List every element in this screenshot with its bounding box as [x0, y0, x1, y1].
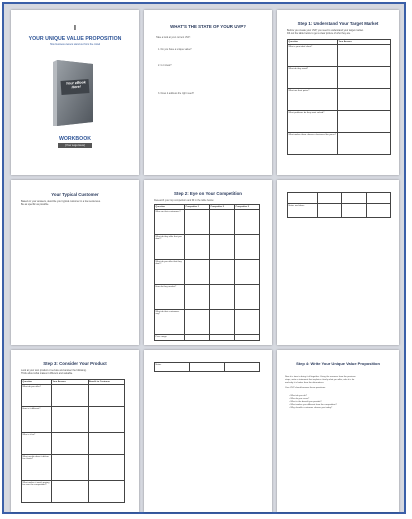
table-header: Your Answer: [338, 40, 391, 45]
page-title: WHAT'S THE STATE OF YOUR UVP?: [170, 24, 246, 29]
page-title: Step 3: Consider Your Product: [43, 361, 107, 366]
cover-subtitle: How business owners stand out from the crowd: [49, 43, 101, 46]
answer-cell[interactable]: [185, 310, 210, 335]
table-cell: How do they market?: [155, 285, 185, 310]
page-competition-continued: [277, 180, 399, 345]
intro-text: [21, 200, 131, 206]
question-line: 3. Does it address the right need?: [158, 92, 194, 95]
answer-cell[interactable]: [185, 235, 210, 260]
table-row: [22, 481, 125, 503]
list-item-text: What makes you different from the competition?: [290, 404, 337, 406]
table-cell: What are their pains?: [288, 89, 338, 111]
intro-text: Research your top competitors and fill in the table below.: [154, 199, 214, 202]
table-row: [155, 335, 260, 341]
product-table: [21, 379, 125, 503]
intro-line: Fill out the table below to get a clear picture of who they are.: [287, 32, 351, 36]
intro-line: Before you create your UVP, you need to understand your target market.: [287, 29, 364, 32]
answer-cell[interactable]: [225, 363, 260, 372]
table-row: [22, 433, 125, 455]
answer-cell[interactable]: [52, 407, 89, 433]
table-cell: What do you offer?: [22, 385, 52, 407]
answer-cell[interactable]: [235, 285, 260, 310]
list-item-text: What do you do?: [290, 395, 307, 397]
author-box: [Your Logo Here]: [58, 143, 92, 148]
page-title: Step 2: Eye on Your Competition: [174, 191, 242, 196]
table-row: [155, 210, 260, 235]
table-header: [366, 193, 390, 204]
table-cell: What do you offer that they don't?: [155, 260, 185, 285]
intro-line: Your UVP should answer these questions:: [285, 387, 326, 389]
list-item-text: Who do you serve?: [290, 398, 310, 400]
answer-cell[interactable]: [52, 385, 89, 407]
uvp-bullet-list: [289, 395, 389, 410]
table-header: Competitor 2: [210, 205, 235, 210]
page-competition: [144, 180, 272, 345]
table-row: [288, 133, 391, 155]
answer-cell[interactable]: [88, 455, 125, 481]
list-item: • What do you do?: [289, 395, 307, 397]
answer-cell[interactable]: [235, 260, 260, 285]
table-cell: How is it different?: [22, 407, 52, 433]
answer-cell[interactable]: [342, 204, 366, 218]
table-cell: What results does it deliver for clients?: [22, 455, 52, 481]
table-row: [288, 67, 391, 89]
page-title: Step 4: Write Your Unique Value Proposition: [296, 361, 380, 366]
table-cell: What makes it worth paying for over the competition?: [22, 481, 52, 503]
intro-line: Be as specific as possible.: [21, 203, 50, 207]
list-item: • What is the benefit you provide?: [289, 401, 322, 403]
table-row: [22, 407, 125, 433]
answer-cell[interactable]: [185, 285, 210, 310]
answer-cell[interactable]: [88, 433, 125, 455]
answer-cell[interactable]: [185, 335, 210, 341]
question-line: 2. Is it clear?: [158, 64, 172, 67]
answer-cell[interactable]: [88, 385, 125, 407]
answer-cell[interactable]: [338, 133, 391, 155]
answer-cell[interactable]: [235, 310, 260, 335]
answer-cell[interactable]: [235, 235, 260, 260]
table-row: [288, 204, 391, 218]
table-header: Competitor 3: [235, 205, 260, 210]
answer-cell[interactable]: [185, 210, 210, 235]
table-row: [155, 285, 260, 310]
answer-cell[interactable]: [210, 285, 235, 310]
list-item-text: What is the benefit you provide?: [290, 401, 322, 403]
list-item: • What makes you different from the competition?: [289, 404, 337, 406]
list-item: • Who do you serve?: [289, 398, 310, 400]
table-header: Benefit to Customer: [88, 380, 125, 385]
intro-line: Think about what makes it different and valuable.: [21, 372, 73, 376]
answer-cell[interactable]: [210, 260, 235, 285]
page-product-continued: [144, 350, 272, 512]
intro-text: Take a look at your current UVP:: [156, 36, 191, 39]
page-write-uvp: [277, 350, 399, 512]
page-product: [11, 350, 139, 512]
table-cell: Who is your ideal client?: [288, 45, 338, 67]
table-row: [155, 363, 260, 372]
answer-cell[interactable]: [338, 111, 391, 133]
answer-cell[interactable]: [338, 89, 391, 111]
page-title: Your Typical Customer: [51, 192, 99, 197]
page-title: Step 1: Understand Your Target Market: [297, 21, 379, 26]
table-header: Competitor 1: [185, 205, 210, 210]
table-header: [288, 193, 318, 204]
intro-text: [21, 369, 131, 375]
workbook-label: WORKBOOK: [59, 136, 91, 142]
table-cell: Notes: [155, 363, 190, 372]
list-item: • Why should a customer choose you today?: [289, 407, 333, 409]
table-cell: Who is it for?: [22, 433, 52, 455]
table-header: Question: [155, 205, 185, 210]
question-line: 1. Do you have a unique value?: [158, 48, 192, 51]
table-cell: Price range: [155, 335, 185, 341]
document-frame: [2, 2, 406, 514]
table-cell: What do they offer that you don't?: [155, 235, 185, 260]
intro-line: Based on your answers, describe your typical customer in a few sentences.: [21, 200, 101, 203]
table-row: [155, 235, 260, 260]
answer-cell[interactable]: [52, 455, 89, 481]
intro-line: and why it is better than the alternatives.: [285, 382, 325, 384]
product-table-continued: [154, 362, 260, 372]
answer-cell[interactable]: [210, 310, 235, 335]
answer-cell[interactable]: [52, 481, 89, 503]
intro-line: Look at your own product or service and answer the following.: [21, 369, 87, 372]
answer-cell[interactable]: [318, 204, 342, 218]
page-target-market: [277, 10, 399, 175]
book-cover-text: Your eBook Here!: [65, 80, 86, 90]
answer-cell[interactable]: [338, 67, 391, 89]
answer-cell[interactable]: [88, 481, 125, 503]
table-row: [288, 111, 391, 133]
target-market-table: [287, 39, 391, 155]
table-header: [342, 193, 366, 204]
table-header: Question: [288, 40, 338, 45]
answer-cell[interactable]: [235, 335, 260, 341]
page-uvp-state: [144, 10, 272, 175]
page-typical-customer: [11, 180, 139, 345]
answer-cell[interactable]: [190, 363, 225, 372]
page-cover: [11, 10, 139, 175]
table-row: [288, 89, 391, 111]
intro-text: [285, 376, 393, 390]
table-row: [155, 260, 260, 285]
book-cover-image: [49, 58, 101, 128]
competition-table-continued: [287, 192, 391, 218]
intro-text: [287, 29, 391, 35]
answer-cell[interactable]: [366, 204, 390, 218]
table-cell: Notes and ideas: [288, 204, 318, 218]
table-cell: What makes them choose a business like yours?: [288, 133, 338, 155]
intro-line: Now it is time to bring it all together. Using the answers from the previous: [285, 376, 356, 378]
table-cell: What do they need?: [288, 67, 338, 89]
table-cell: Who are their customers?: [155, 210, 185, 235]
table-row: [288, 45, 391, 67]
answer-cell[interactable]: [210, 335, 235, 341]
answer-cell[interactable]: [88, 407, 125, 433]
answer-cell[interactable]: [210, 235, 235, 260]
competition-table: [154, 204, 260, 341]
table-cell: What do their customers say?: [155, 310, 185, 335]
list-item-text: Why should a customer choose you today?: [290, 407, 333, 409]
answer-cell[interactable]: [235, 210, 260, 235]
cover-marker: I: [74, 25, 76, 32]
table-cell: What problems do they want solved?: [288, 111, 338, 133]
cover-title: YOUR UNIQUE VALUE PROPOSITION: [28, 36, 122, 42]
intro-line: steps, write a statement that explains clearly what you offer, who it is for: [285, 379, 355, 381]
table-header: Question: [22, 380, 52, 385]
answer-cell[interactable]: [52, 433, 89, 455]
table-row: [22, 455, 125, 481]
table-header: [318, 193, 342, 204]
answer-cell[interactable]: [210, 210, 235, 235]
table-header: Your Answer: [52, 380, 89, 385]
table-row: [22, 385, 125, 407]
answer-cell[interactable]: [185, 260, 210, 285]
table-row: [155, 310, 260, 335]
answer-cell[interactable]: [338, 45, 391, 67]
